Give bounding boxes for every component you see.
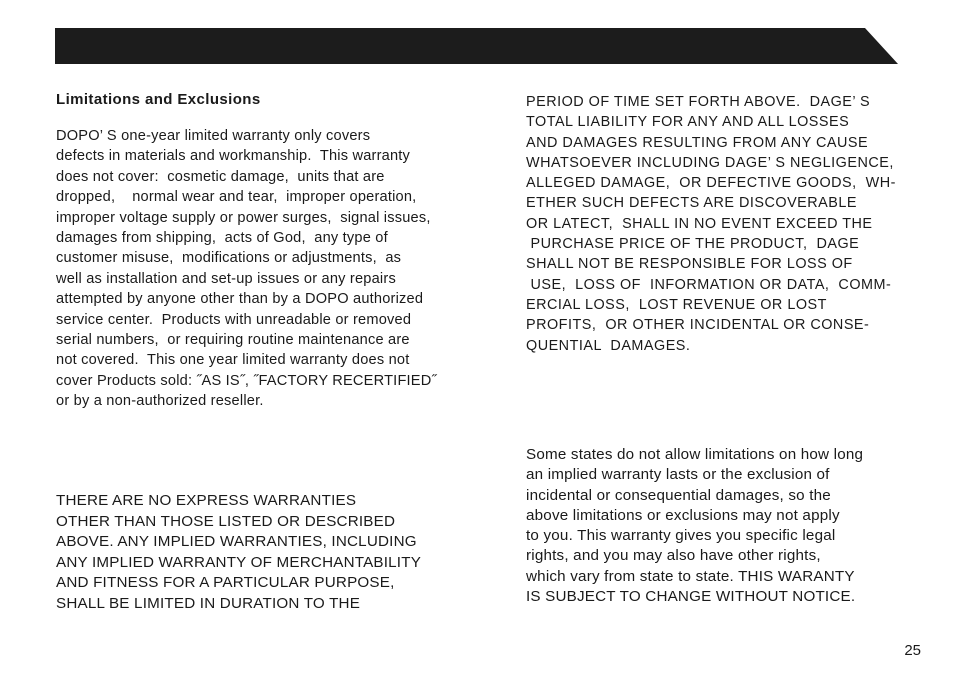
section-title: Limitations and Exclusions [56, 91, 261, 108]
state-rights-paragraph: Some states do not allow limitations on how long an implied warranty lasts or the exclusion of incidental or consequential damages, so the above limitations or exclusions may not apply to you. This warranty gives you specific legal rights, and you may also have other rights, which vary from state to state. THIS WARANTY IS SUBJECT TO CHANGE WITHOUT NOTICE. [526, 446, 864, 606]
page-number: 25 [904, 642, 921, 659]
liability-paragraph: PERIOD OF TIME SET FORTH ABOVE. DAGE’ S TOTAL LIABILITY FOR ANY AND ALL LOSSES AND DAMAGES RESULTING FROM ANY CAUSE WHATSOEVER INCLUDING DAGE’ S NEGLIGENCE, ALLEGED DAMAGE, OR DEFECTIVE GOODS, WH- ETHER SUCH DEFECTS ARE DISCOVERABLE OR LATECT, SHALL IN NO EVENT EXCEED THE PURCHASE PRICE OF THE PRODUCT, DAGE SHALL NOT BE RESPONSIBLE FOR LOSS OF USE, LOSS OF INFORMATION OR DATA, COMM- ERCIAL LOSS, LOST REVENUE OR LOST PROFITS, OR OTHER INCIDENTAL OR CONSE- QUENTIAL DAMAGES. [526, 94, 896, 354]
limitations-paragraph: DOPO’ S one-year limited warranty only covers defects in materials and workmanship. This warranty does not cover: cosmetic damage, units that are dropped, normal wear and tear, improper operation, improper voltage supply or power surges, signal issues, damages from shipping, acts of God, any type of customer misuse, modifications or adjustments, as well as installation and set-up issues or any repairs attempted by anyone other than by a DOPO authorized service center. Products with unreadable or removed serial numbers, or requiring routine maintenance are not covered. This one year limited warranty does not cover Products sold: ˝AS IS˝, ˝FACTORY RECERTIFIED˝ or by a non-authorized reseller. [56, 128, 437, 410]
implied-warranty-paragraph: THERE ARE NO EXPRESS WARRANTIES OTHER THAN THOSE LISTED OR DESCRIBED ABOVE. ANY IMPLIED WARRANTIES, INCLUDING ANY IMPLIED WARRANTY OF MERCHANTABILITY AND FITNESS FOR A PARTICULAR PURPOSE, SHALL BE LIMITED IN DURATION TO THE [56, 492, 422, 612]
header-bar [55, 28, 898, 64]
